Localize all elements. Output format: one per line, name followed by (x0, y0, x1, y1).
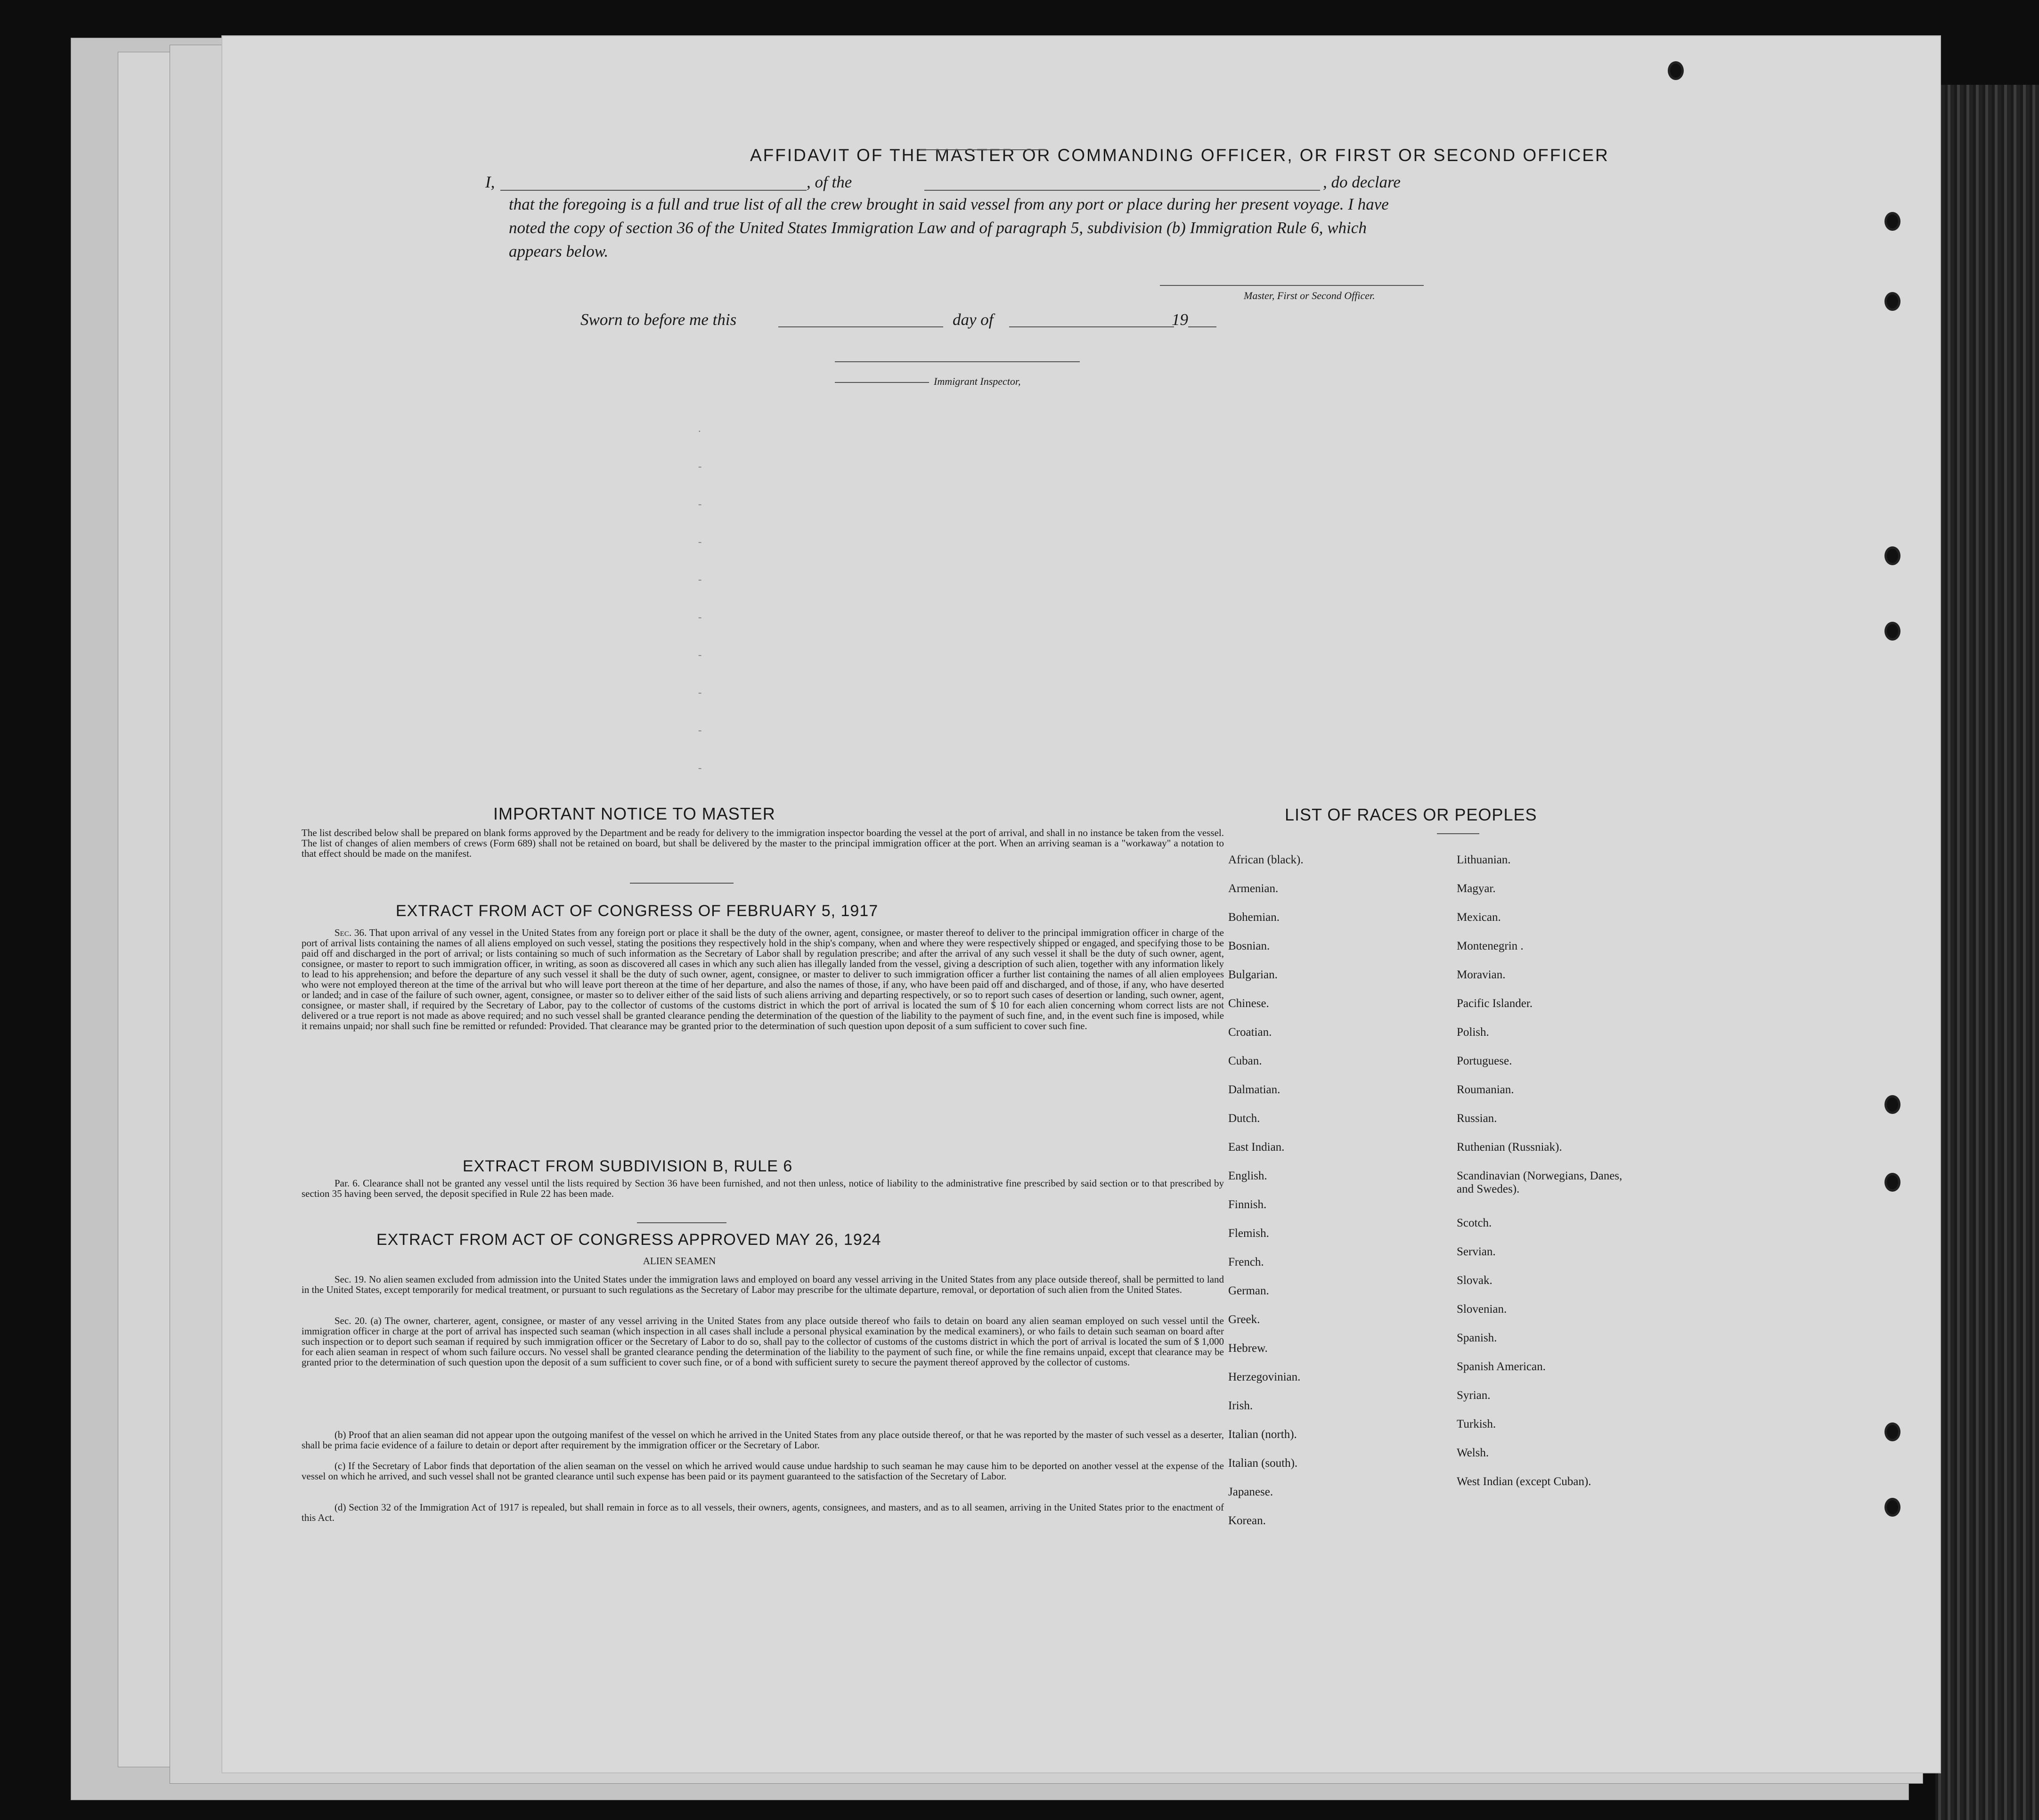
binder-hole (1884, 1173, 1900, 1192)
race-item: Scandinavian (Norwegians, Danes, and Swedes). (1457, 1170, 1623, 1195)
extract1-section: Sec. 36. (334, 927, 367, 938)
extract3-b: (b) Proof that an alien seaman did not appear upon the outgoing manifest of the vessel on which he arrived in the United States from any place outside thereof, or that he was reported by the master of such vessel as a deserter, shall be prima facie evidence of a failure to detain or deport after requirement by the immigration officer or the Secretary of Labor. (302, 1429, 1224, 1451)
race-item: Slovak. (1457, 1274, 1493, 1287)
notice-title: IMPORTANT NOTICE TO MASTER (493, 804, 775, 823)
extract2-divider (637, 1222, 726, 1223)
race-item: Bosnian. (1228, 940, 1270, 952)
race-item: African (black). (1228, 853, 1304, 866)
race-item: Italian (north). (1228, 1428, 1297, 1441)
race-item: Cuban. (1228, 1055, 1262, 1067)
form-page (221, 35, 1941, 1773)
race-item: Dalmatian. (1228, 1083, 1280, 1096)
race-item: Russian. (1457, 1112, 1497, 1125)
affidavit-body: that the foregoing is a full and true list of all the crew brought in said vessel from any port or place during her present voyage. I have noted the copy of section 36 of the United States Immigration Law and of paragraph 5, subdivision (b) Immigration Rule 6, which appears below. (509, 195, 1389, 260)
extract2-text (302, 1178, 1224, 1199)
extract3-sec19: Sec. 19. No alien seamen excluded from admission into the United States under the immigration laws and employed on board any vessel arriving in the United States from any place outside thereof, shall be permitted to land in the United States, except temporarily for medical treatment, or pursuant to such regulations as the Secretary of Labor may prescribe for the ultimate departure, removal, or deportation of such alien from the United States. (302, 1274, 1224, 1295)
faint-mark: - (698, 762, 702, 773)
race-item: Irish. (1228, 1399, 1253, 1412)
notice-divider (630, 883, 734, 884)
binder-hole (1884, 1095, 1900, 1114)
race-item: Welsh. (1457, 1446, 1489, 1459)
sworn-text: Sworn to before me this (580, 310, 737, 329)
binder-hole (1884, 1422, 1900, 1441)
vessel-line[interactable] (924, 190, 1320, 191)
race-item: Chinese. (1228, 997, 1269, 1010)
race-item: Armenian. (1228, 882, 1279, 895)
affidavit-of-the: , of the (807, 173, 852, 191)
extract3-title: EXTRACT FROM ACT OF CONGRESS APPROVED MAY 26, 1924 (376, 1231, 881, 1249)
signature-line[interactable] (1160, 285, 1424, 286)
faint-mark: - (698, 649, 702, 660)
race-item: Bulgarian. (1228, 968, 1278, 981)
signature-label: Master, First or Second Officer. (1244, 290, 1375, 301)
race-item: West Indian (except Cuban). (1457, 1475, 1591, 1488)
faint-mark: - (698, 536, 702, 547)
race-item: Turkish. (1457, 1418, 1496, 1430)
notice-text: The list described below shall be prepared on blank forms approved by the Department and be ready for delivery to the immigration inspector boarding the vessel at the port of arrival, and shall in no instance be taken from the vessel. The list of changes of alien members of crews (Form 689) shall not be retained on board, but shall be delivered by the master to the principal immigration officer at the port. When an arriving seaman is a "workaway" a notation to that effect should be made on the manifest. (302, 827, 1224, 859)
binder-hole (1884, 622, 1900, 641)
extract3-d: (d) Section 32 of the Immigration Act of 1917 is repealed, but shall remain in force as to all vessels, their owners, agents, consignees, and masters, and as to all seamen, arriving in the United States prior to the enactment of this Act. (302, 1502, 1224, 1523)
inspector-label: Immigrant Inspector, (934, 375, 1021, 387)
race-item: English. (1228, 1170, 1267, 1182)
race-item: Scotch. (1457, 1217, 1492, 1229)
inspector-signature-line[interactable] (835, 361, 1080, 362)
race-item: Ruthenian (Russniak). (1457, 1141, 1562, 1154)
race-item: East Indian. (1228, 1141, 1285, 1154)
race-item: Spanish American. (1457, 1360, 1546, 1373)
faint-mark: - (698, 724, 702, 736)
race-item: Lithuanian. (1457, 853, 1511, 866)
affidavit-do-declare: , do declare (1323, 173, 1401, 191)
year-prefix: 19 (1172, 310, 1188, 329)
extract2-body: Clearance shall not be granted any vessel until the lists required by Section 36 have been furnished, and not then unless, notice of liability to the administrative fine prescribed by said section or to that prescribed by section 35 having been served, the deposit specified in Rule 22 has been made. (302, 1178, 1224, 1199)
race-item: Slovenian. (1457, 1303, 1507, 1316)
race-item: Roumanian. (1457, 1083, 1514, 1096)
race-item: Magyar. (1457, 882, 1496, 895)
binder-hole (1884, 212, 1900, 231)
race-item: Polish. (1457, 1026, 1489, 1039)
faint-mark: - (698, 460, 702, 472)
race-item: Finnish. (1228, 1198, 1267, 1211)
extract2-section: Par. 6. (334, 1178, 360, 1189)
extract1-title: EXTRACT FROM ACT OF CONGRESS OF FEBRUARY 5, 1917 (396, 902, 879, 920)
race-item: Hebrew. (1228, 1342, 1268, 1355)
race-item: Servian. (1457, 1245, 1496, 1258)
races-title-underline (1437, 833, 1479, 834)
race-item: Greek. (1228, 1313, 1260, 1326)
race-item: Montenegrin . (1457, 940, 1524, 952)
faint-mark: - (698, 686, 702, 698)
race-item: Herzegovinian. (1228, 1371, 1301, 1383)
race-item: Korean. (1228, 1514, 1266, 1527)
race-item: Flemish. (1228, 1227, 1269, 1240)
sworn-day-line[interactable] (778, 326, 943, 327)
race-item: Croatian. (1228, 1026, 1272, 1039)
race-item: Pacific Islander. (1457, 997, 1533, 1010)
extract3-sec20: Sec. 20. (a) The owner, charterer, agent, consignee, or master of any vessel arriving in the United States from any place outside thereof who fails to detain on board any alien seaman employed on such vessel until the immigration officer in charge at the port of arrival has inspected such seaman (which inspection in all cases shall include a personal physical examination by the medical examiners), or who fails to detain such seaman on board after such inspection or to deport such seaman if required by such immigration officer or the Secretary of Labor to do so, shall pay to the collector of customs of the customs district in which the port of arrival is located the sum of $ 1,000 for each alien seaman in respect of whom such failure occurs. No vessel shall be granted clearance pending the determination of the liability to the payment of such fine, or while the fine remains unpaid, except that clearance may be granted prior to the determination of such question upon the deposit of a sum sufficient to cover such fine, or of a bond with sufficient surety to secure the payment thereof approved by the collector of customs. (302, 1315, 1224, 1368)
faint-mark: - (698, 573, 702, 585)
extract2-title: EXTRACT FROM SUBDIVISION B, RULE 6 (463, 1157, 793, 1175)
race-item: German. (1228, 1284, 1269, 1297)
day-of-text: day of (953, 310, 994, 329)
race-item: Italian (south). (1228, 1457, 1298, 1470)
binder-hole (1884, 546, 1900, 565)
binder-hole (1668, 61, 1684, 80)
faint-mark: - (698, 498, 702, 510)
affidavit-i: I, (485, 173, 495, 191)
binder-hole (1884, 1498, 1900, 1517)
name-line[interactable] (500, 190, 807, 191)
extract1-body: That upon arrival of any vessel in the United States from any foreign port or place it shall be the duty of the owner, agent, consignee, or master thereof to deliver to the principal immigration officer in charge of the port of arrival lists containing the names of all aliens employed on such vessel, stating the positions they respectively hold in the ship's company, when and where they were respectively shipped or engaged, and specifying those to be paid off and discharged in the port of arrival; or lists containing so much of such information as the Secretary of Labor shall by regulation prescribe; and after the arrival of any such vessel it shall be the duty of such owner, agent, consignee, or master to report to such immigration officer, in writing, as soon as discovered all cases in which any such alien has illegally landed from the vessel, giving a description of such alien, together with any information likely to lead to his apprehension; and before the departure of any such vessel it shall be the duty of such owner, agent, consignee, or master to deliver to such immigration officer a further list containing the names of all alien employees who were not employed thereon at the time of the arrival but who will leave port thereon at the time of her departure, and also the names of those, if any, who have been paid off and discharged, and of those, if any, who have deserted or landed; and in case of the failure of such owner, agent, consignee, or master so to deliver either of the said lists of such aliens arriving and departing respectively, or so to report such cases of desertion or landing, such owner, agent, consignee, or master shall, if required by the Secretary of Labor, pay to the collector of customs of the customs district in which the port of arrival is located the sum of $ 10 for each alien concerning whom correct lists are not delivered or a true report is not made as above required; and no such vessel shall be granted clearance pending the determination of the question of the liability to the payment of such fine, and, in the event such fine is imposed, while it remains unpaid; nor shall such fine be remitted or refunded: Provided. That clearance may be granted prior to the determination of such question upon deposit of a sum sufficient to cover such fine. (302, 927, 1224, 1032)
sworn-month-line[interactable] (1009, 326, 1174, 327)
race-item: French. (1228, 1256, 1264, 1268)
faint-mark: . (698, 422, 701, 434)
extract1-text (302, 927, 1224, 1031)
race-item: Portuguese. (1457, 1055, 1512, 1067)
page-stack-edge (1935, 85, 2039, 1820)
race-item: Mexican. (1457, 911, 1501, 924)
inspector-label-leader (835, 382, 929, 383)
extract3-c: (c) If the Secretary of Labor finds that deportation of the alien seaman on the vessel on which he arrived would cause undue hardship to such seaman he may cause him to be deported on another vessel at the expense of the vessel on which he arrived, and such vessel shall not be granted clearance until such expense has been paid or its payment guaranteed to the satisfaction of the Secretary of Labor. (302, 1460, 1224, 1482)
race-item: Dutch. (1228, 1112, 1260, 1125)
race-item: Spanish. (1457, 1332, 1497, 1344)
year-line[interactable] (1188, 326, 1216, 327)
race-item: Syrian. (1457, 1389, 1491, 1402)
faint-mark: - (698, 611, 702, 623)
race-item: Moravian. (1457, 968, 1506, 981)
races-title: LIST OF RACES OR PEOPLES (1285, 805, 1537, 824)
race-item: Japanese. (1228, 1486, 1273, 1498)
race-item: Bohemian. (1228, 911, 1280, 924)
binder-hole (1884, 292, 1900, 311)
title-underline (920, 149, 1047, 150)
affidavit-title: AFFIDAVIT OF THE MASTER OR COMMANDING OFFICER, OR FIRST OR SECOND OFFICER (750, 146, 1609, 165)
extract3-subtitle: ALIEN SEAMEN (643, 1255, 716, 1267)
